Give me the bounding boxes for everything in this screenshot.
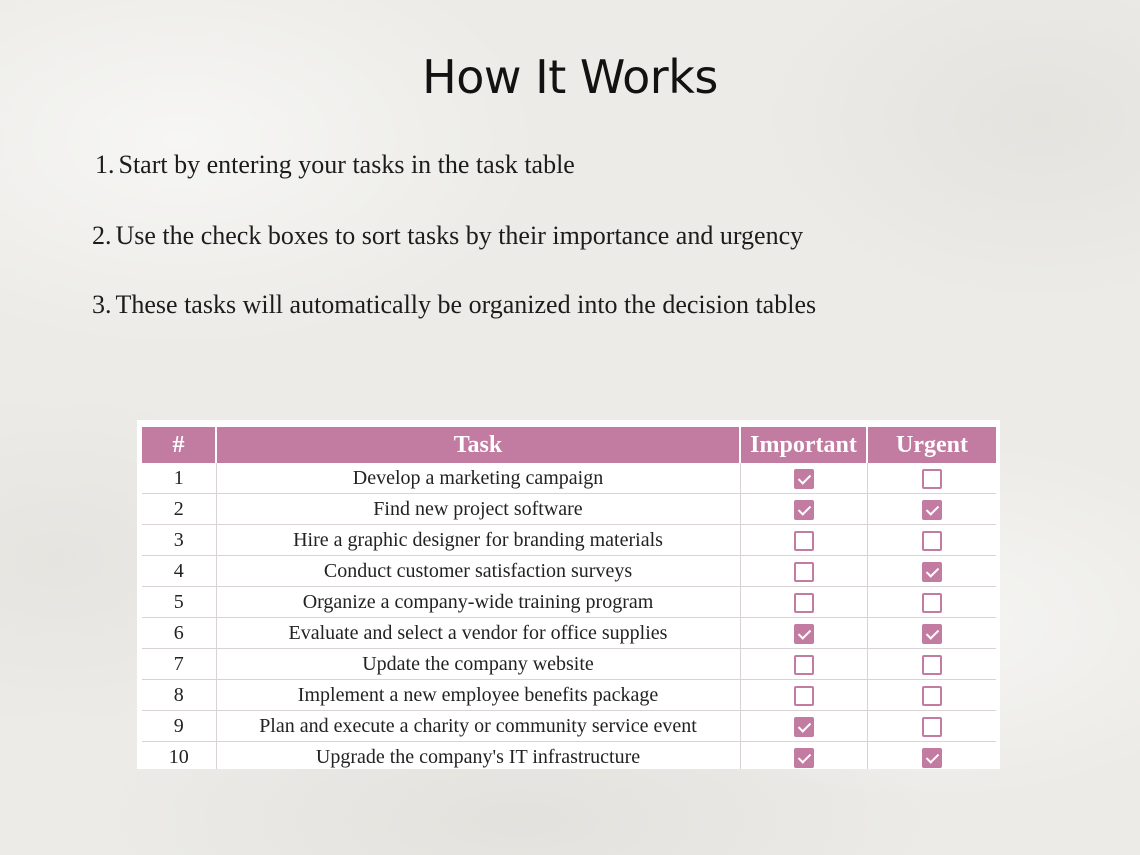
table-row: [142, 742, 996, 770]
urgent-checkbox[interactable]: [922, 655, 942, 675]
table-row: [142, 649, 996, 680]
important-checkbox[interactable]: [794, 624, 814, 644]
important-checkbox[interactable]: [794, 748, 814, 768]
task-number-cell: 2: [142, 494, 216, 525]
task-name-cell: Evaluate and select a vendor for office supplies: [216, 618, 740, 649]
important-checkbox[interactable]: [794, 531, 814, 551]
urgent-cell: [867, 680, 996, 711]
table-row: [142, 618, 996, 649]
task-number-cell: 7: [142, 649, 216, 680]
important-cell: [740, 649, 867, 680]
page-title: How It Works: [422, 50, 718, 104]
task-name-cell: Organize a company-wide training program: [216, 587, 740, 618]
step-number: 3.: [92, 290, 112, 319]
task-table: [142, 427, 996, 769]
urgent-checkbox[interactable]: [922, 531, 942, 551]
important-cell: [740, 587, 867, 618]
instruction-step: [92, 221, 803, 251]
important-checkbox[interactable]: [794, 469, 814, 489]
table-row: [142, 556, 996, 587]
important-cell: [740, 618, 867, 649]
instruction-step: [92, 290, 816, 320]
important-checkbox[interactable]: [794, 655, 814, 675]
urgent-checkbox[interactable]: [922, 500, 942, 520]
urgent-checkbox[interactable]: [922, 717, 942, 737]
task-number-cell: 1: [142, 463, 216, 494]
important-checkbox[interactable]: [794, 593, 814, 613]
table-row: [142, 711, 996, 742]
instruction-step: [95, 150, 575, 180]
important-cell: [740, 680, 867, 711]
important-cell: [740, 711, 867, 742]
important-checkbox[interactable]: [794, 562, 814, 582]
step-text: Use the check boxes to sort tasks by their importance and urgency: [115, 221, 804, 250]
step-number: 2.: [92, 221, 112, 250]
urgent-cell: [867, 587, 996, 618]
urgent-cell: [867, 618, 996, 649]
task-number-cell: 4: [142, 556, 216, 587]
important-checkbox[interactable]: [794, 500, 814, 520]
task-name-cell: Update the company website: [216, 649, 740, 680]
urgent-cell: [867, 494, 996, 525]
important-checkbox[interactable]: [794, 686, 814, 706]
task-number-cell: 9: [142, 711, 216, 742]
task-number-cell: 3: [142, 525, 216, 556]
urgent-checkbox[interactable]: [922, 748, 942, 768]
step-number: 1.: [95, 150, 115, 179]
step-text: Start by entering your tasks in the task table: [118, 150, 575, 179]
urgent-cell: [867, 525, 996, 556]
urgent-cell: [867, 742, 996, 770]
urgent-cell: [867, 711, 996, 742]
table-header-row: [142, 427, 996, 463]
task-table-panel: [137, 420, 1000, 769]
table-row: [142, 494, 996, 525]
task-name-cell: Find new project software: [216, 494, 740, 525]
urgent-checkbox[interactable]: [922, 469, 942, 489]
column-header-number: #: [142, 427, 216, 463]
important-cell: [740, 494, 867, 525]
important-cell: [740, 742, 867, 770]
task-name-cell: Hire a graphic designer for branding materials: [216, 525, 740, 556]
urgent-checkbox[interactable]: [922, 593, 942, 613]
column-header-task: Task: [216, 427, 740, 463]
urgent-cell: [867, 649, 996, 680]
task-number-cell: 5: [142, 587, 216, 618]
task-name-cell: Upgrade the company's IT infrastructure: [216, 742, 740, 770]
table-row: [142, 463, 996, 494]
table-row: [142, 525, 996, 556]
task-name-cell: Implement a new employee benefits package: [216, 680, 740, 711]
task-name-cell: Plan and execute a charity or community service event: [216, 711, 740, 742]
urgent-checkbox[interactable]: [922, 686, 942, 706]
urgent-cell: [867, 463, 996, 494]
task-number-cell: 6: [142, 618, 216, 649]
task-number-cell: 8: [142, 680, 216, 711]
task-name-cell: Conduct customer satisfaction surveys: [216, 556, 740, 587]
task-table-body: [142, 463, 996, 769]
step-text: These tasks will automatically be organized into the decision tables: [115, 290, 817, 319]
table-row: [142, 680, 996, 711]
table-row: [142, 587, 996, 618]
important-cell: [740, 556, 867, 587]
urgent-cell: [867, 556, 996, 587]
task-number-cell: 10: [142, 742, 216, 770]
task-name-cell: Develop a marketing campaign: [216, 463, 740, 494]
important-checkbox[interactable]: [794, 717, 814, 737]
column-header-urgent: Urgent: [867, 427, 996, 463]
important-cell: [740, 525, 867, 556]
urgent-checkbox[interactable]: [922, 624, 942, 644]
urgent-checkbox[interactable]: [922, 562, 942, 582]
column-header-important: Important: [740, 427, 867, 463]
important-cell: [740, 463, 867, 494]
